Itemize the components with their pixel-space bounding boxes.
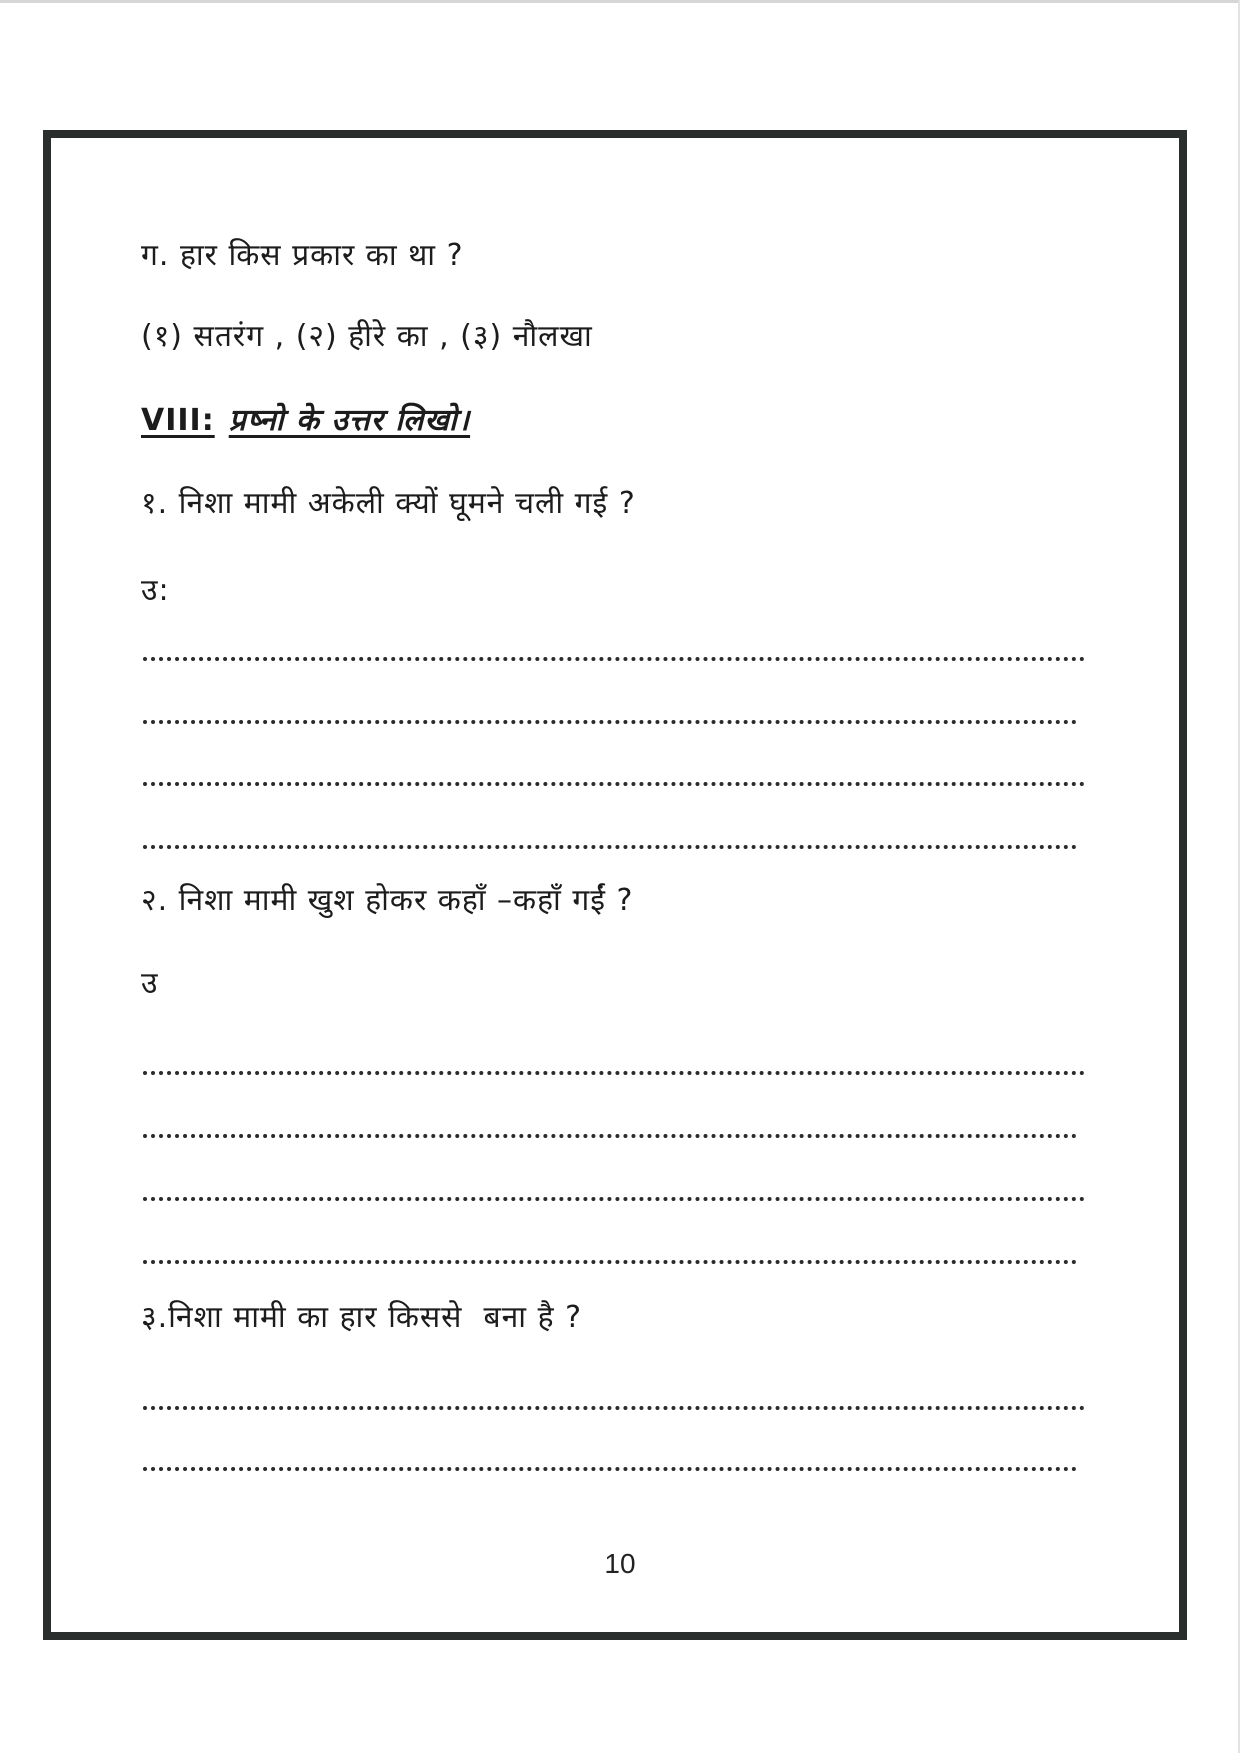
answer-line-2a[interactable] — [143, 1071, 1085, 1075]
answer-line-1c[interactable] — [143, 782, 1085, 786]
section-heading — [141, 401, 470, 441]
answer-line-1a[interactable] — [143, 657, 1085, 661]
options-g: (१) सतरंग , (२) हीरे का , (३) नौलखा — [141, 319, 593, 354]
answer-line-3a[interactable] — [143, 1406, 1085, 1410]
answer-line-1b[interactable] — [143, 720, 1077, 724]
answer-line-2b[interactable] — [143, 1134, 1077, 1138]
answer-label-1: उ: — [141, 573, 170, 608]
question-1: १. निशा मामी अकेली क्यों घूमने चली गई ? — [141, 486, 636, 521]
answer-line-1d[interactable] — [143, 845, 1077, 849]
section-title: प्रष्नो के उत्तर लिखो। — [228, 403, 471, 438]
question-3: ३.निशा मामी का हार किससे बना है ? — [141, 1300, 582, 1335]
answer-line-2d[interactable] — [143, 1260, 1077, 1264]
page-number: 10 — [604, 1548, 636, 1579]
answer-line-2c[interactable] — [143, 1197, 1085, 1201]
section-numeral: VIII: — [141, 403, 215, 438]
question-g: ग. हार किस प्रकार का था ? — [141, 238, 464, 273]
answer-label-2: उ — [141, 966, 159, 1001]
question-2: २. निशा मामी खुश होकर कहाँ –कहाँ गईं ? — [141, 883, 634, 918]
scan-top-edge — [0, 0, 1240, 3]
answer-line-3b[interactable] — [143, 1467, 1077, 1471]
